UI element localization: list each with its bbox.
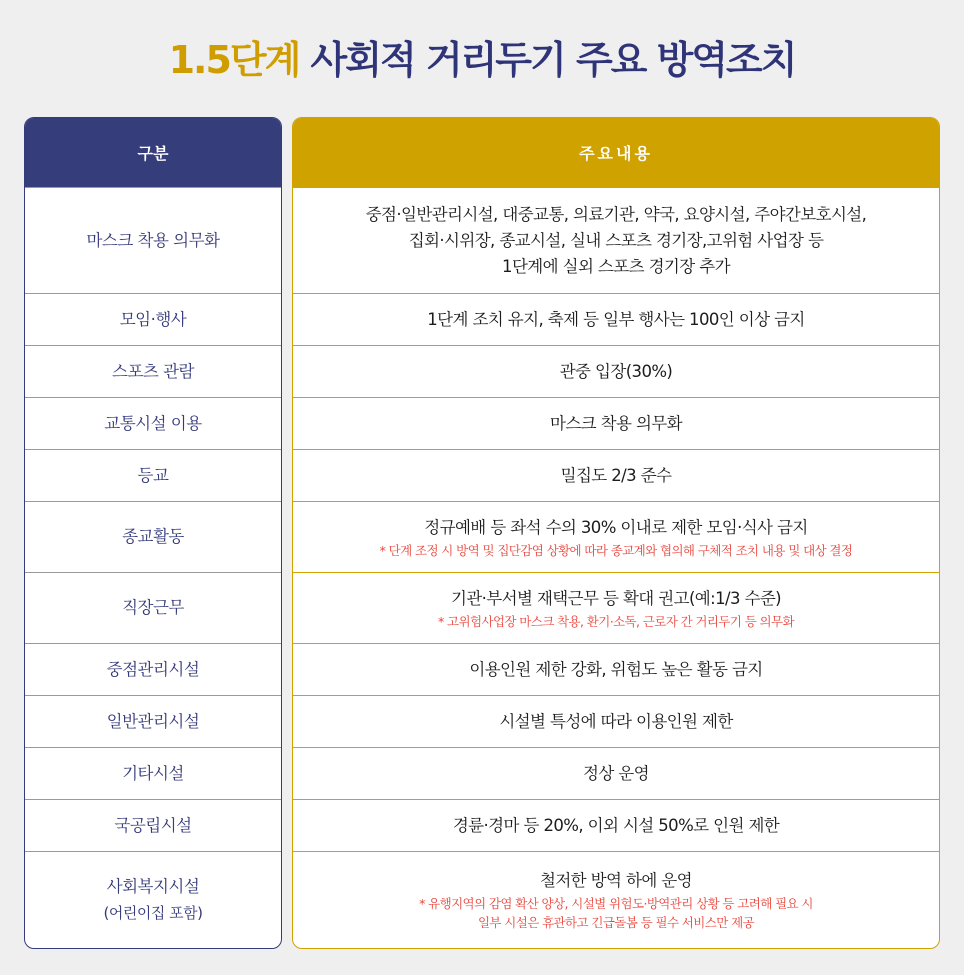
row-text: 철저한 방역 하에 운영 <box>540 871 692 890</box>
row-label-work <box>25 572 281 643</box>
row-text: 시설별 특성에 따라 이용인원 제한 <box>499 711 733 731</box>
title-main: 사회적 거리두기 주요 방역조치 <box>310 38 796 82</box>
row-text: 기관·부서별 재택근무 등 확대 권고(예:1/3 수준) <box>450 588 782 608</box>
row-text: 1단계 조치 유지, 축제 등 일부 행사는 100인 이상 금지 <box>427 309 805 329</box>
row-label: 모임·행사 <box>119 309 187 329</box>
row-label-sports <box>25 345 281 397</box>
row-note: * 단계 조정 시 방역 및 집단감염 상황에 따라 종교계와 협의해 구체적 조치 내용 및 대상 결정 <box>379 542 853 558</box>
row-label-gathering <box>25 293 281 345</box>
row-content-work <box>293 572 939 643</box>
row-label-religion <box>25 501 281 572</box>
row-text: 중점·일반관리시설, 대중교통, 의료기관, 약국, 요양시설, 주야간보호시설, <box>365 204 867 224</box>
row-text: 집회·시위장, 종교시설, 실내 스포츠 경기장,고위험 사업장 등 <box>408 230 824 250</box>
row-text: 1단계에 실외 스포츠 경기장 추가 <box>502 256 730 276</box>
row-label: 스포츠 관람 <box>112 361 194 381</box>
row-content-religion <box>293 501 939 572</box>
row-label-public-facility <box>25 799 281 851</box>
row-content-school <box>293 449 939 501</box>
row-text: 정상 운영 <box>582 763 649 783</box>
row-label: 일반관리시설 <box>106 711 200 731</box>
row-text: 마스크 착용 의무화 <box>549 413 682 433</box>
row-label: 직장근무 <box>122 598 184 617</box>
row-label-mask <box>25 187 281 293</box>
row-content-other-facility <box>293 747 939 799</box>
row-content-transport <box>293 397 939 449</box>
row-label-welfare <box>25 851 281 948</box>
row-text: 이용인원 제한 강화, 위험도 높은 활동 금지 <box>469 659 763 679</box>
row-label-school <box>25 449 281 501</box>
row-content-mask <box>293 187 939 293</box>
row-label: 교통시설 이용 <box>104 413 202 433</box>
row-label: 국공립시설 <box>114 815 192 835</box>
row-label: 종교활동 <box>122 527 184 546</box>
row-note: * 유행지역의 감염 확산 양상, 시설별 위험도·방역관리 상황 등 고려해 필요 시 <box>419 896 813 911</box>
row-label: 기타시설 <box>122 763 184 783</box>
row-note: * 고위험사업장 마스크 착용, 환기·소독, 근로자 간 거리두기 등 의무화 <box>438 613 794 629</box>
row-label: 마스크 착용 의무화 <box>86 230 220 250</box>
row-text: 밀집도 2/3 준수 <box>560 465 672 485</box>
row-label-other-facility <box>25 747 281 799</box>
category-header: 구분 <box>25 118 281 187</box>
row-content-gathering <box>293 293 939 345</box>
row-content-general-facility <box>293 695 939 747</box>
row-label-priority-facility <box>25 643 281 695</box>
content-header: 주요내용 <box>293 118 939 187</box>
row-label: 중점관리시설 <box>106 659 200 679</box>
title-stage: 1.5단계 <box>168 38 300 82</box>
row-content-priority-facility <box>293 643 939 695</box>
row-label-transport <box>25 397 281 449</box>
row-content-public-facility <box>293 799 939 851</box>
page-title <box>0 32 964 88</box>
row-content-welfare <box>293 851 939 948</box>
category-column <box>24 117 282 949</box>
row-label: 등교 <box>137 465 169 485</box>
row-note: 일부 시설은 휴관하고 긴급돌봄 등 필수 서비스만 제공 <box>477 915 755 930</box>
row-text: 경륜·경마 등 20%, 이외 시설 50%로 인원 제한 <box>452 815 780 835</box>
row-text: 정규예배 등 좌석 수의 30% 이내로 제한 모임·식사 금지 <box>424 517 808 537</box>
row-text: 관중 입장(30%) <box>559 361 673 381</box>
row-content-sports <box>293 345 939 397</box>
row-label-general-facility <box>25 695 281 747</box>
content-column <box>292 117 940 949</box>
row-label: 사회복지시설 <box>106 877 200 896</box>
row-sublabel: (어린이집 포함) <box>103 904 203 922</box>
